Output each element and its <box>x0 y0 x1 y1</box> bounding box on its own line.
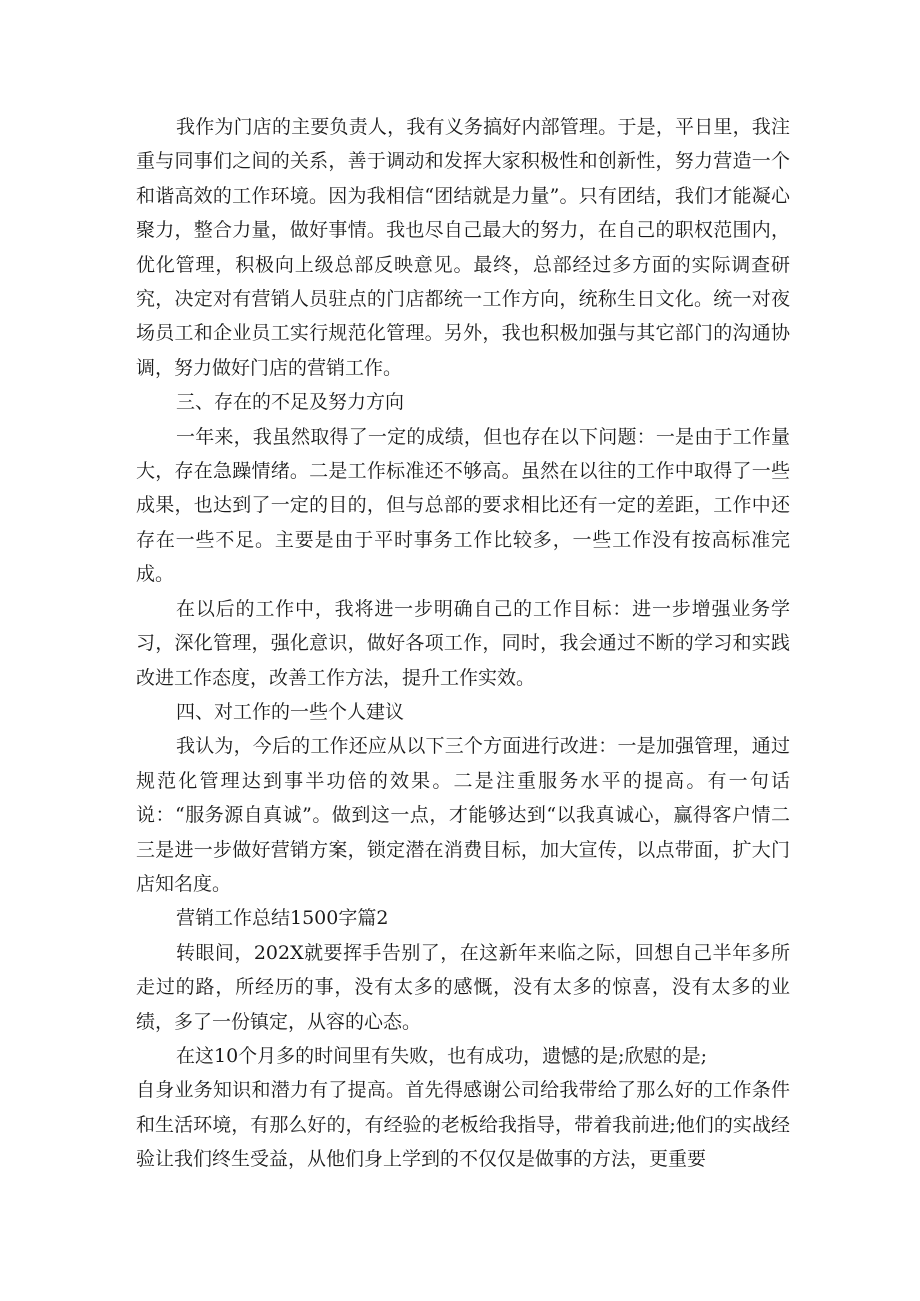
paragraph-ten-months: 在这10个月多的时间里有失败，也有成功，遗憾的是;欣慰的是; <box>176 1044 707 1067</box>
section-heading-suggestions: 四、对工作的一些个人建议 <box>176 700 405 723</box>
paragraph-improvements: 我认为，今后的工作还应从以下三个方面进行改进：一是加强管理，通过规范化管理达到事半功倍的效果。二是注重服务水平的提高。有一句话说：“服务源自真诚”。做到这一点，才能够达到“以我真诚心，赢得客户情二三是进一步做好营销方案，锁定潜在消费目标，加大宣传，以点带面，扩大门店知名度。 <box>136 735 790 895</box>
paragraph-year-end: 转眼间，202X就要挥手告别了，在这新年来临之际，回想自己半年多所走过的路，所经历的事，没有太多的感慨，没有太多的惊喜，没有太多的业绩，多了一份镇定，从容的心态。 <box>136 941 790 1033</box>
paragraph-future-goals: 在以后的工作中，我将进一步明确自己的工作目标：进一步增强业务学习，深化管理，强化意识，做好各项工作，同时，我会通过不断的学习和实践改进工作态度，改善工作方法，提升工作实效。 <box>136 597 790 689</box>
article-heading-part2: 营销工作总结1500字篇2 <box>176 907 389 930</box>
paragraph-problems: 一年来，我虽然取得了一定的成绩，但也存在以下问题：一是由于工作量大，存在急躁情绪。二是工作标准还不够高。虽然在以往的工作中取得了一些成果，也达到了一定的目的，但与总部的要求相比还有一定的差距，工作中还存在一些不足。主要是由于平时事务工作比较多，一些工作没有按高标准完成。 <box>136 425 790 586</box>
section-heading-shortcomings: 三、存在的不足及努力方向 <box>176 391 405 414</box>
paragraph-skills-improved: 自身业务知识和潜力有了提高。首先得感谢公司给我带给了那么好的工作条件和生活环境，有那么好的，有经验的老板给我指导，带着我前进;他们的实战经验让我们终生受益，从他们身上学到的不仅仅是做事的方法，更重要 <box>136 1079 790 1171</box>
paragraph-store-management: 我作为门店的主要负责人，我有义务搞好内部管理。于是，平日里，我注重与同事们之间的关系，善于调动和发挥大家积极性和创新性，努力营造一个和谐高效的工作环境。因为我相信“团结就是力量”。只有团结，我们才能凝心聚力，整合力量，做好事情。我也尽自己最大的努力，在自己的职权范围内，优化管理，积极向上级总部反映意见。最终，总部经过多方面的实际调查研究，决定对有营销人员驻点的门店都统一工作方向，统称生日文化。统一对夜场员工和企业员工实行规范化管理。另外，我也积极加强与其它部门的沟通协调，努力做好门店的营销工作。 <box>136 116 790 379</box>
document-page <box>136 110 790 1177</box>
